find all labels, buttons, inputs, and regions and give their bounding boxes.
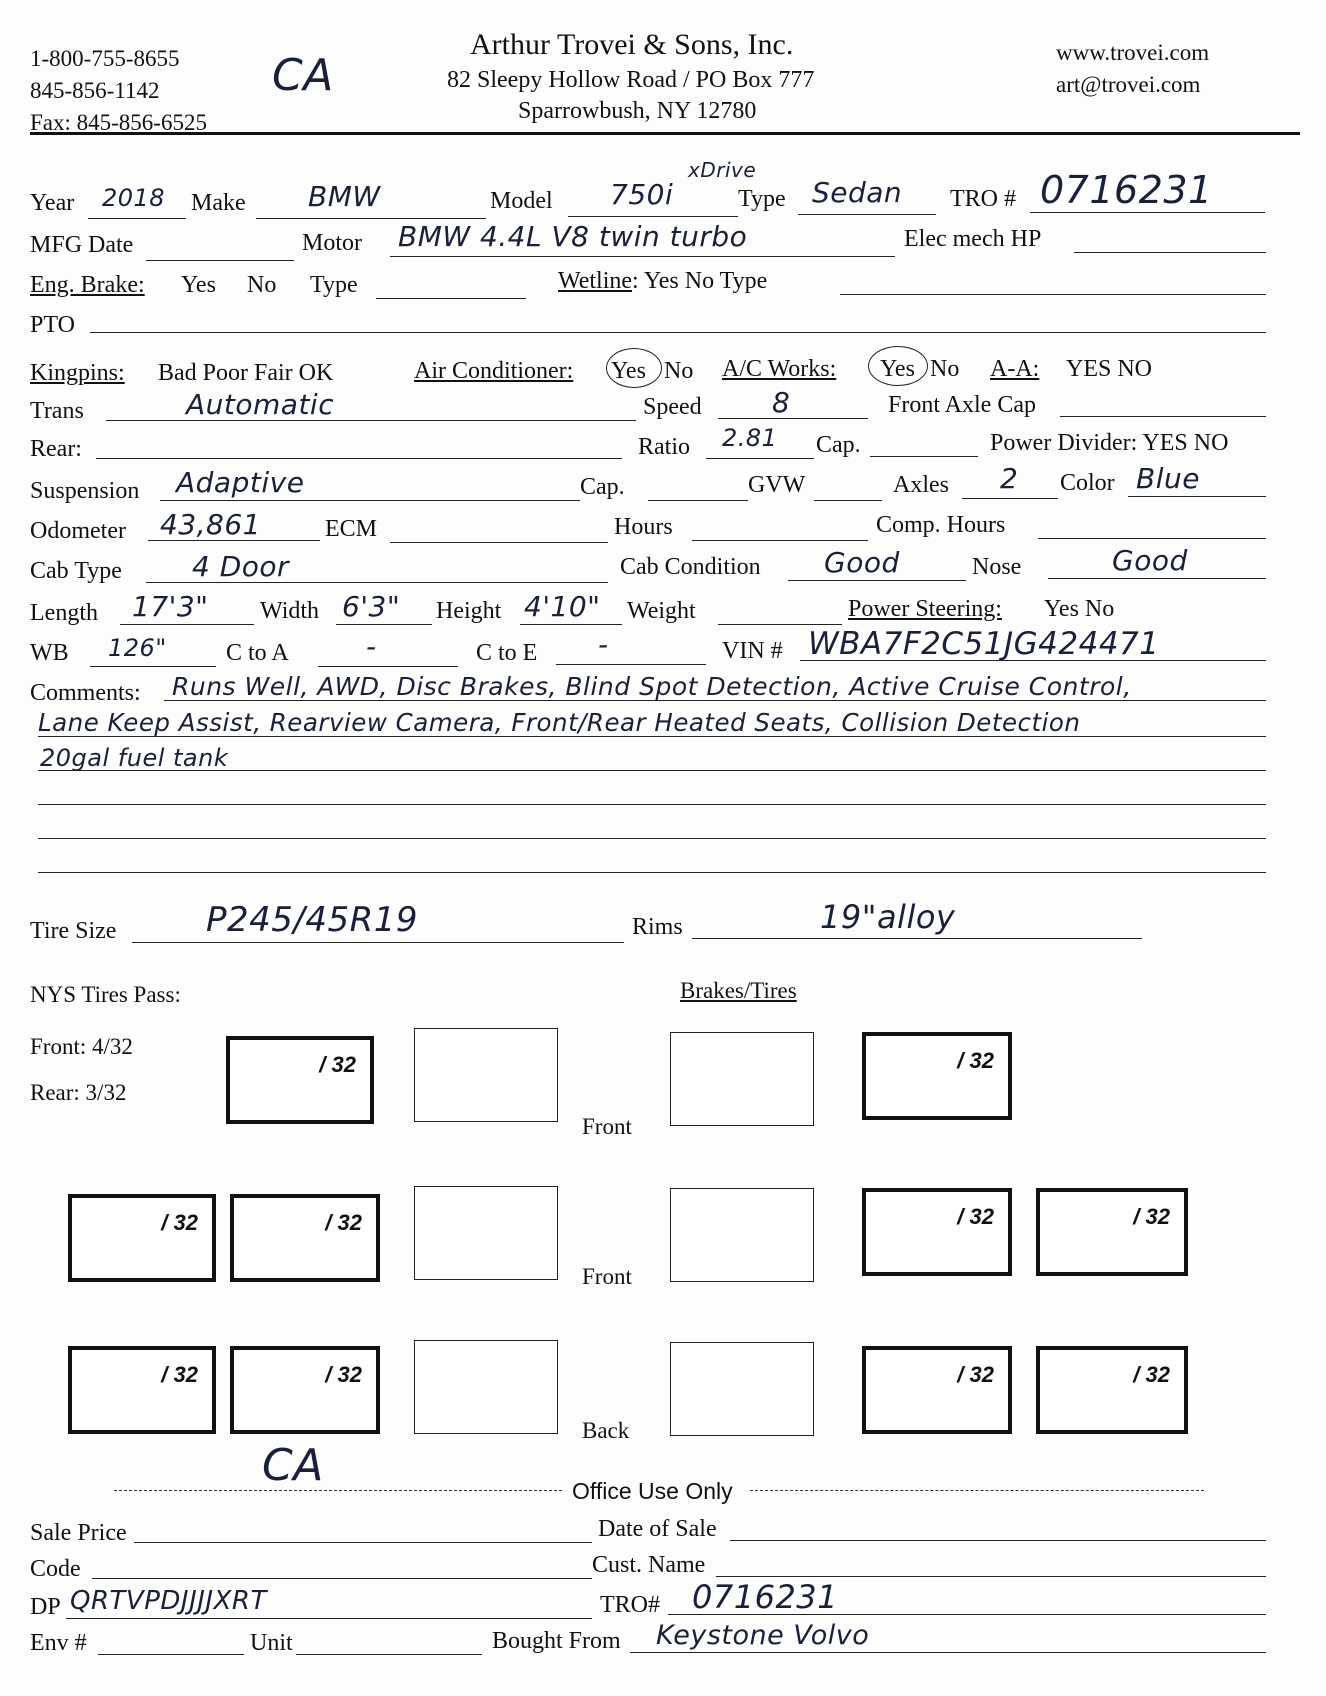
axles-line [962,498,1058,499]
comments-value-1[interactable]: Runs Well, AWD, Disc Brakes, Blind Spot Detection, Active Cruise Control, [172,672,1132,701]
width-value[interactable]: 6'3" [342,590,401,623]
env-label: Env # [30,1630,87,1656]
eng-brake-type-line [376,298,526,299]
tread-unit: / 32 [1133,1204,1170,1229]
comments-value-3[interactable]: 20gal fuel tank [40,744,229,772]
suspension-line [160,500,580,501]
dp-label: DP [30,1594,61,1620]
cap-line [870,456,978,457]
make-line [256,218,486,219]
kingpins-options[interactable]: Bad Poor Fair OK [158,360,334,386]
tread-box-back-left-outer[interactable] [68,1346,216,1434]
ratio-value[interactable]: 2.81 [722,424,778,452]
tread-box-mid-right-inner[interactable] [862,1188,1012,1276]
axles-label: Axles [893,472,949,498]
sale-price-line [134,1542,592,1543]
eng-brake-yes[interactable]: Yes [181,272,216,298]
mfg-date-line [146,260,294,261]
company-email: art@trovei.com [1056,72,1201,97]
color-label: Color [1060,470,1115,496]
bought-from-label: Bought From [492,1628,621,1654]
vin-label: VIN # [722,638,783,664]
height-line [520,624,622,625]
company-website: www.trovei.com [1056,40,1210,65]
tread-unit: / 32 [161,1210,198,1235]
brake-box-front-right[interactable] [670,1032,814,1126]
unit-label: Unit [250,1630,293,1656]
code-line [92,1578,592,1579]
length-line [120,624,254,625]
tread-unit: / 32 [161,1362,198,1387]
model-sup-value[interactable]: xDrive [688,158,757,182]
tread-unit: / 32 [1133,1362,1170,1387]
odometer-label: Odometer [30,518,126,544]
cab-type-label: Cab Type [30,558,122,584]
company-address-2: Sparrowbush, NY 12780 [518,98,757,124]
header-rule [30,132,1300,135]
c-to-e-value[interactable]: - [598,628,609,661]
power-steering-options[interactable]: Yes No [1044,596,1115,622]
model-line [568,216,738,217]
wb-label: WB [30,640,69,666]
wb-line [90,666,216,667]
tread-unit: / 32 [957,1048,994,1073]
front-axle-cap-line [1060,416,1266,417]
ratio-line [706,458,814,459]
sale-price-label: Sale Price [30,1520,127,1546]
comments-label: Comments: [30,680,141,706]
phone-2: 845-856-1142 [30,78,160,103]
rear-line [96,458,622,459]
height-label: Height [436,598,502,624]
pto-label: PTO [30,312,75,338]
suspension-value[interactable]: Adaptive [176,466,305,499]
height-value[interactable]: 4'10" [524,590,601,623]
nose-line [1048,578,1266,579]
tro2-label: TRO# [600,1592,660,1618]
dp-line [66,1618,592,1619]
tread-box-back-right-outer[interactable] [1036,1346,1188,1434]
c-to-a-line [318,666,458,667]
dp-value[interactable]: QRTVPDJJJJXRT [70,1586,267,1616]
power-divider[interactable]: Power Divider: YES NO [990,430,1229,456]
comments-value-2[interactable]: Lane Keep Assist, Rearview Camera, Front/Rear Heated Seats, Collision Detection [38,708,1081,737]
motor-value[interactable]: BMW 4.4L V8 twin turbo [398,220,748,253]
office-divider-left [114,1490,562,1491]
eng-brake-no[interactable]: No [247,272,277,298]
ecm-line [390,542,608,543]
vin-value[interactable]: WBA7F2C51JG424471 [808,626,1160,662]
wetline-group [558,268,767,295]
tread-box-mid-left-inner[interactable] [230,1194,380,1282]
power-steering-label: Power Steering: [848,596,1002,622]
wb-value[interactable]: 126" [108,634,167,662]
fax-number: Fax: 845-856-6525 [30,110,207,135]
brake-box-mid-right[interactable] [670,1188,814,1282]
speed-value[interactable]: 8 [772,386,791,419]
width-label: Width [260,598,320,624]
cap2-line [648,500,748,501]
speed-line [718,418,868,419]
c-to-a-value[interactable]: - [366,630,377,663]
year-label: Year [30,190,75,216]
tread-box-mid-left-outer[interactable] [68,1194,216,1282]
eng-brake-type-label: Type [310,272,358,298]
tread-unit: / 32 [957,1362,994,1387]
hours-label: Hours [614,514,673,540]
aa-options[interactable]: YES NO [1066,356,1153,382]
tro-value[interactable]: 0716231 [1040,168,1213,212]
gvw-label: GVW [748,472,806,498]
cust-name-label: Cust. Name [592,1552,706,1578]
tread-box-back-left-inner[interactable] [230,1346,380,1434]
mfg-date-label: MFG Date [30,232,134,258]
bought-from-line [630,1652,1266,1653]
aa-label: A-A: [990,356,1040,382]
tread-box-back-right-inner[interactable] [862,1346,1012,1434]
tread-unit: / 32 [325,1362,362,1387]
color-value[interactable]: Blue [1136,462,1200,495]
date-of-sale-label: Date of Sale [598,1516,717,1542]
make-value[interactable]: BMW [308,180,381,213]
cap-label: Cap. [816,432,861,458]
weight-label: Weight [627,598,696,624]
eng-brake-label: Eng. Brake: [30,272,145,298]
elec-mech-hp-line [1074,252,1266,253]
type-value[interactable]: Sedan [812,176,903,209]
front-axle-label-2: Front [582,1264,632,1289]
rear-label: Rear: [30,436,82,462]
ac-works-no[interactable]: No [930,356,960,382]
unit-line [296,1654,482,1655]
tread-box-mid-right-outer[interactable] [1036,1188,1188,1276]
c-to-e-label: C to E [476,640,538,666]
front-axle-cap-label: Front Axle Cap [888,392,1036,418]
tread-box-front-left[interactable] [226,1036,374,1124]
width-line [336,624,432,625]
tro2-value[interactable]: 0716231 [692,1578,839,1616]
model-label: Model [490,188,553,214]
motor-line [390,256,895,257]
brake-box-front-left[interactable] [414,1028,558,1122]
brake-box-back-right[interactable] [670,1342,814,1436]
cab-condition-label: Cab Condition [620,554,761,580]
wetline-label: Wetline [558,268,633,294]
pto-line [90,332,1266,333]
comp-hours-label: Comp. Hours [876,512,1006,538]
rims-value[interactable]: 19"alloy [820,898,956,936]
type-line [798,214,936,215]
rims-label: Rims [632,914,683,940]
comments-line-6 [38,872,1266,873]
wetline-options[interactable]: : Yes No Type [632,268,768,294]
ac-yes[interactable]: Yes [611,358,646,384]
ac-works-label: A/C Works: [722,356,837,382]
comp-hours-line [1038,538,1266,539]
brake-box-back-left[interactable] [414,1340,558,1434]
bought-from-value[interactable]: Keystone Volvo [656,1620,870,1651]
ratio-label: Ratio [638,434,690,460]
date-of-sale-line [730,1540,1266,1541]
c-to-e-line [556,664,706,665]
tread-unit: / 32 [319,1052,356,1077]
tread-box-front-right[interactable] [862,1032,1012,1120]
odometer-value[interactable]: 43,861 [160,508,261,541]
tire-size-label: Tire Size [30,918,117,944]
company-name: Arthur Trovei & Sons, Inc. [470,28,794,61]
make-label: Make [191,190,246,216]
cab-type-value[interactable]: 4 Door [192,550,290,583]
phone-1: 1-800-755-8655 [30,46,180,71]
length-value[interactable]: 17'3" [132,590,209,623]
ac-works-yes[interactable]: Yes [880,356,915,382]
ac-works-yes-circle [868,346,928,386]
tro-label: TRO # [950,186,1016,212]
ac-no[interactable]: No [664,358,694,384]
brakes-tires-label: Brakes/Tires [680,978,797,1003]
air-conditioner-label: Air Conditioner: [414,358,574,384]
cap2-label: Cap. [580,474,625,500]
cab-condition-value[interactable]: Good [824,546,900,579]
motor-label: Motor [302,230,362,256]
tro-line [1030,212,1265,213]
tread-unit: / 32 [957,1204,994,1229]
company-address-1: 82 Sleepy Hollow Road / PO Box 777 [447,67,815,93]
front-pass-label: Front: 4/32 [30,1034,133,1059]
brake-box-mid-left[interactable] [414,1186,558,1280]
color-line [1128,496,1266,497]
wetline-type-line [840,294,1266,295]
office-use-only-label: Office Use Only [572,1478,733,1504]
back-axle-label: Back [582,1418,630,1443]
trans-label: Trans [30,398,84,424]
rims-line [692,938,1142,939]
office-divider-right [750,1490,1204,1491]
ca-mark: CA [262,1440,324,1491]
kingpins-label: Kingpins: [30,360,125,386]
tire-size-value[interactable]: P245/45R19 [206,900,419,940]
year-line [88,218,186,219]
speed-label: Speed [643,394,702,420]
gvw-line [814,500,882,501]
comments-line-4 [38,804,1266,805]
type-label: Type [738,186,786,212]
env-line [98,1654,244,1655]
cab-condition-line [788,580,966,581]
comments-line-5 [38,838,1266,839]
weight-line [718,624,842,625]
code-label: Code [30,1556,81,1582]
nys-tires-pass-label: NYS Tires Pass: [30,982,181,1007]
ca-stamp: CA [272,50,334,101]
cust-name-line [716,1576,1266,1577]
tread-unit: / 32 [325,1210,362,1235]
ac-yes-circle [606,348,662,388]
front-axle-label-1: Front [582,1114,632,1139]
c-to-a-label: C to A [226,640,289,666]
model-value[interactable]: 750i [610,178,674,211]
tire-size-line [132,942,624,943]
year-value[interactable]: 2018 [102,184,166,212]
axles-value[interactable]: 2 [1000,462,1019,495]
nose-label: Nose [972,554,1022,580]
length-label: Length [30,600,98,626]
rear-pass-label: Rear: 3/32 [30,1080,127,1105]
elec-mech-hp-label: Elec mech HP [904,226,1042,252]
hours-line [692,540,868,541]
trans-value[interactable]: Automatic [186,388,335,421]
nose-value[interactable]: Good [1112,544,1188,577]
ecm-label: ECM [325,516,378,542]
suspension-label: Suspension [30,478,140,504]
